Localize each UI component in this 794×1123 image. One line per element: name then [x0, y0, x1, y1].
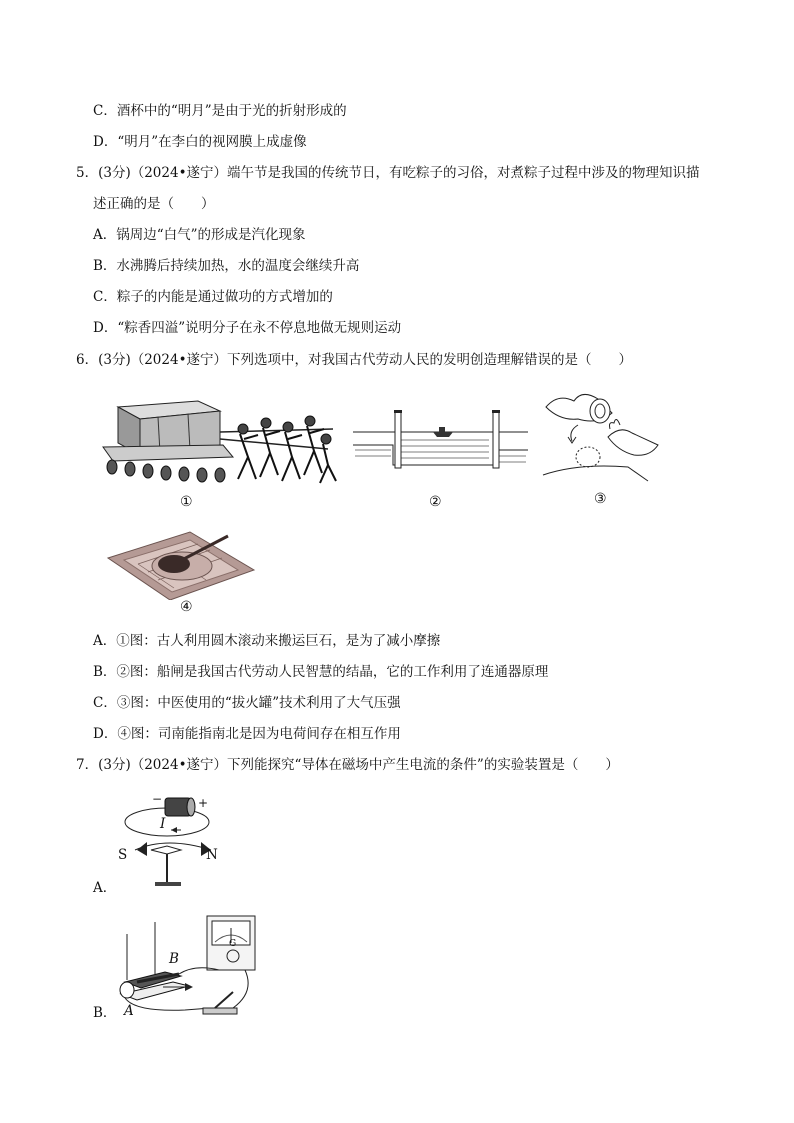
figA-minus: − — [152, 792, 163, 806]
figB-meter-label: G — [229, 939, 237, 949]
q7-option-b-label: B． — [93, 1005, 117, 1021]
q6-option-a: A．①图：古人利用圆木滚动来搬运巨石，是为了减小摩擦 — [93, 633, 441, 649]
q5-option-b: B．水沸腾后持续加热，水的温度会继续升高 — [93, 258, 360, 274]
q5-stem-line1: 5．(3分)（2024•遂宁）端午节是我国的传统节日，有吃粽子的习俗，对煮粽子过程中涉及的物理知识描 — [76, 165, 700, 181]
q4-option-c: C．酒杯中的“明月”是由于光的折射形成的 — [93, 103, 347, 119]
q6-option-d: D．④图：司南能指南北是因为电荷间存在相互作用 — [93, 726, 401, 742]
figA-south-label: S — [118, 847, 128, 863]
figure-caption-4: ④ — [180, 599, 193, 615]
figure-caption-1: ① — [180, 494, 193, 510]
figA-current-label: I — [160, 816, 166, 832]
figB-label-b: B — [169, 951, 179, 967]
q6-option-b: B．②图：船闸是我国古代劳动人民智慧的结晶，它的工作利用了连通器原理 — [93, 664, 549, 680]
figA-north-label: N — [206, 847, 218, 863]
figure-sinan — [98, 520, 256, 600]
q5-option-a: A．锅周边“白气”的形成是汽化现象 — [93, 227, 306, 243]
figure-rolling-stone — [98, 387, 343, 487]
figure-caption-2: ② — [429, 494, 442, 510]
q7-option-a-label: A． — [93, 880, 117, 896]
figure-oersted — [115, 788, 225, 891]
q4-option-d: D．“明月”在李白的视网膜上成虚像 — [93, 134, 307, 150]
q7-stem: 7．(3分)（2024•遂宁）下列能探究“导体在磁场中产生电流的条件”的实验装置是（ ） — [76, 757, 619, 773]
q5-stem-line2: 述正确的是（ ） — [93, 196, 215, 212]
q6-stem: 6．(3分)（2024•遂宁）下列选项中，对我国古代劳动人民的发明创造理解错误的是（ ） — [76, 352, 633, 368]
figure-induction — [115, 912, 260, 1017]
figure-ship-lock — [353, 410, 528, 475]
figure-caption-3: ③ — [594, 491, 607, 507]
q6-option-c: C．③图：中医使用的“拔火罐”技术利用了大气压强 — [93, 695, 401, 711]
figure-fire-cupping — [538, 385, 663, 490]
figA-plus: + — [198, 796, 209, 810]
q5-option-d: D．“粽香四溢”说明分子在永不停息地做无规则运动 — [93, 320, 402, 336]
q5-option-c: C．粽子的内能是通过做功的方式增加的 — [93, 289, 333, 305]
figB-label-a: A — [124, 1003, 134, 1019]
